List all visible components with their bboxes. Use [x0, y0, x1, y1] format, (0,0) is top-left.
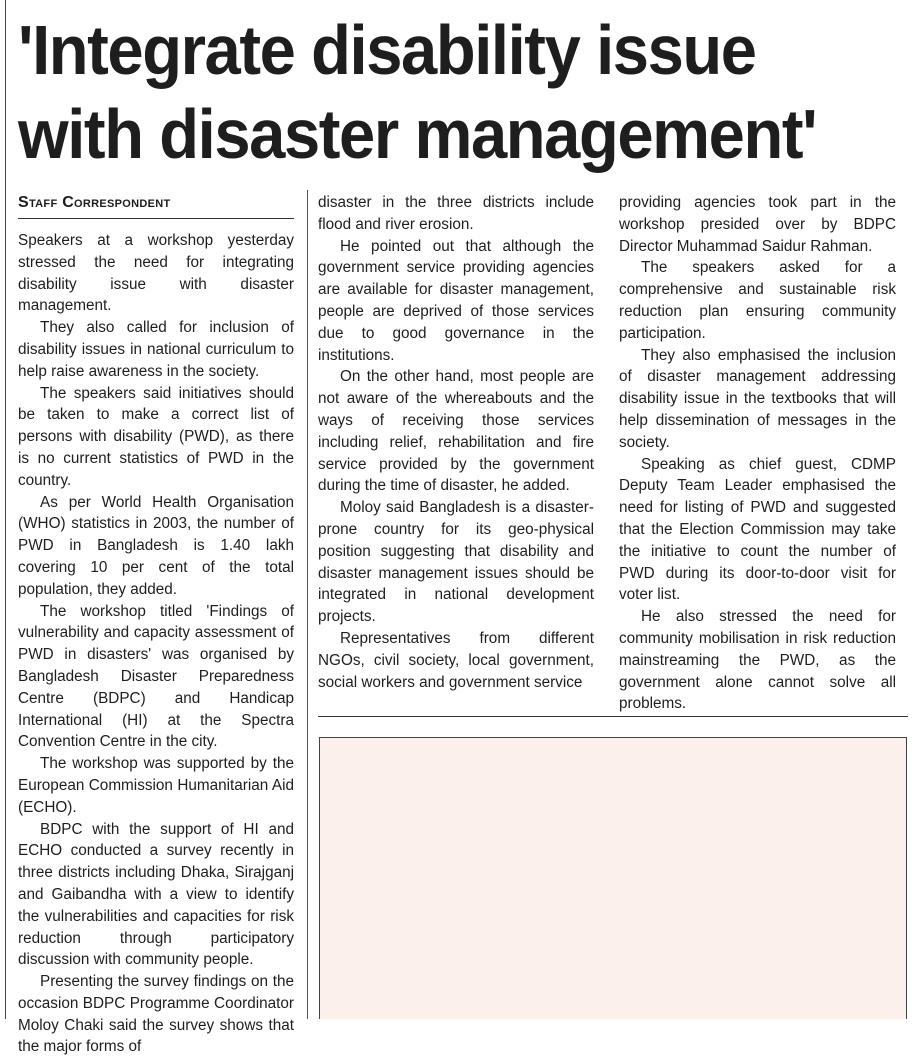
article-column-3 [619, 192, 896, 715]
paragraph: The workshop was supported by the European Commission Humanitarian Aid (ECHO). [18, 755, 294, 816]
left-border-rule [5, 0, 6, 1019]
article-column-2 [318, 192, 594, 693]
byline [18, 194, 294, 219]
advertisement-box [319, 737, 907, 1019]
article-column-1 [18, 230, 294, 1058]
paragraph: As per World Health Organisation (WHO) statistics in 2003, the number of PWD in Bangladesh is 1.40 lakh covering 10 per cent of the total population, they added. [18, 493, 294, 598]
paragraph: He also stressed the need for community mobilisation in risk reduction mainstreaming the PWD, as the government alone cannot solve all problems. [619, 608, 896, 713]
paragraph: providing agencies took part in the workshop presided over by BDPC Director Muhammad Saidur Rahman. [619, 194, 896, 255]
byline-text: Staff Correspondent [18, 194, 171, 211]
column-divider [307, 190, 308, 1019]
paragraph: He pointed out that although the government service providing agencies are available for disaster management, people are deprived of those services due to good governance in the institutions. [318, 237, 594, 364]
paragraph: They also emphasised the inclusion of disaster management addressing disability issue in the textbooks that will help dissemination of messages in the society. [619, 346, 896, 451]
paragraph: Speaking as chief guest, CDMP Deputy Team Leader emphasised the need for listing of PWD and suggested that the Election Commission may take the initiative to count the number of PWD during its door-to-door visit for voter list. [619, 455, 896, 604]
headline [18, 8, 846, 176]
paragraph: They also called for inclusion of disability issues in national curriculum to help raise awareness in the society. [18, 319, 294, 380]
paragraph: The speakers said initiatives should be taken to make a correct list of persons with disability (PWD), as there is no current statistics of PWD in the country. [18, 384, 294, 489]
paragraph: BDPC with the support of HI and ECHO conducted a survey recently in three districts including Dhaka, Sirajganj and Gaibandha with a view to identify the vulnerabilities and capacities for risk reduction through participatory discussion with community people. [18, 820, 294, 969]
paragraph: Representatives from different NGOs, civil society, local government, social workers and government service [318, 629, 594, 691]
section-divider [318, 716, 908, 717]
paragraph: The workshop titled 'Findings of vulnerability and capacity assessment of PWD in disasters' was organised by Bangladesh Disaster Preparedness Centre (BDPC) and Handicap International (HI) at the Spectra Convention Centre in the city. [18, 602, 294, 751]
paragraph: The speakers asked for a comprehensive and sustainable risk reduction plan ensuring community participation. [619, 259, 896, 342]
headline-line-1: 'Integrate disability issue [18, 11, 756, 89]
paragraph: Presenting the survey findings on the occasion BDPC Programme Coordinator Moloy Chaki said the survey shows that the major forms of [18, 973, 294, 1056]
headline-line-2: with disaster management' [18, 95, 817, 173]
paragraph: Moloy said Bangladesh is a disaster-prone country for its geo-physical position suggesting that disability and disaster management issues should be integrated in national development projects. [318, 499, 594, 626]
paragraph: disaster in the three districts include flood and river erosion. [318, 194, 594, 233]
paragraph: Speakers at a workshop yesterday stressed the need for integrating disability issue with disaster management. [18, 232, 294, 315]
paragraph: On the other hand, most people are not aware of the whereabouts and the ways of receiving those services including relief, rehabilitation and fire service provided by the government during the time of disaster, he added. [318, 368, 594, 495]
